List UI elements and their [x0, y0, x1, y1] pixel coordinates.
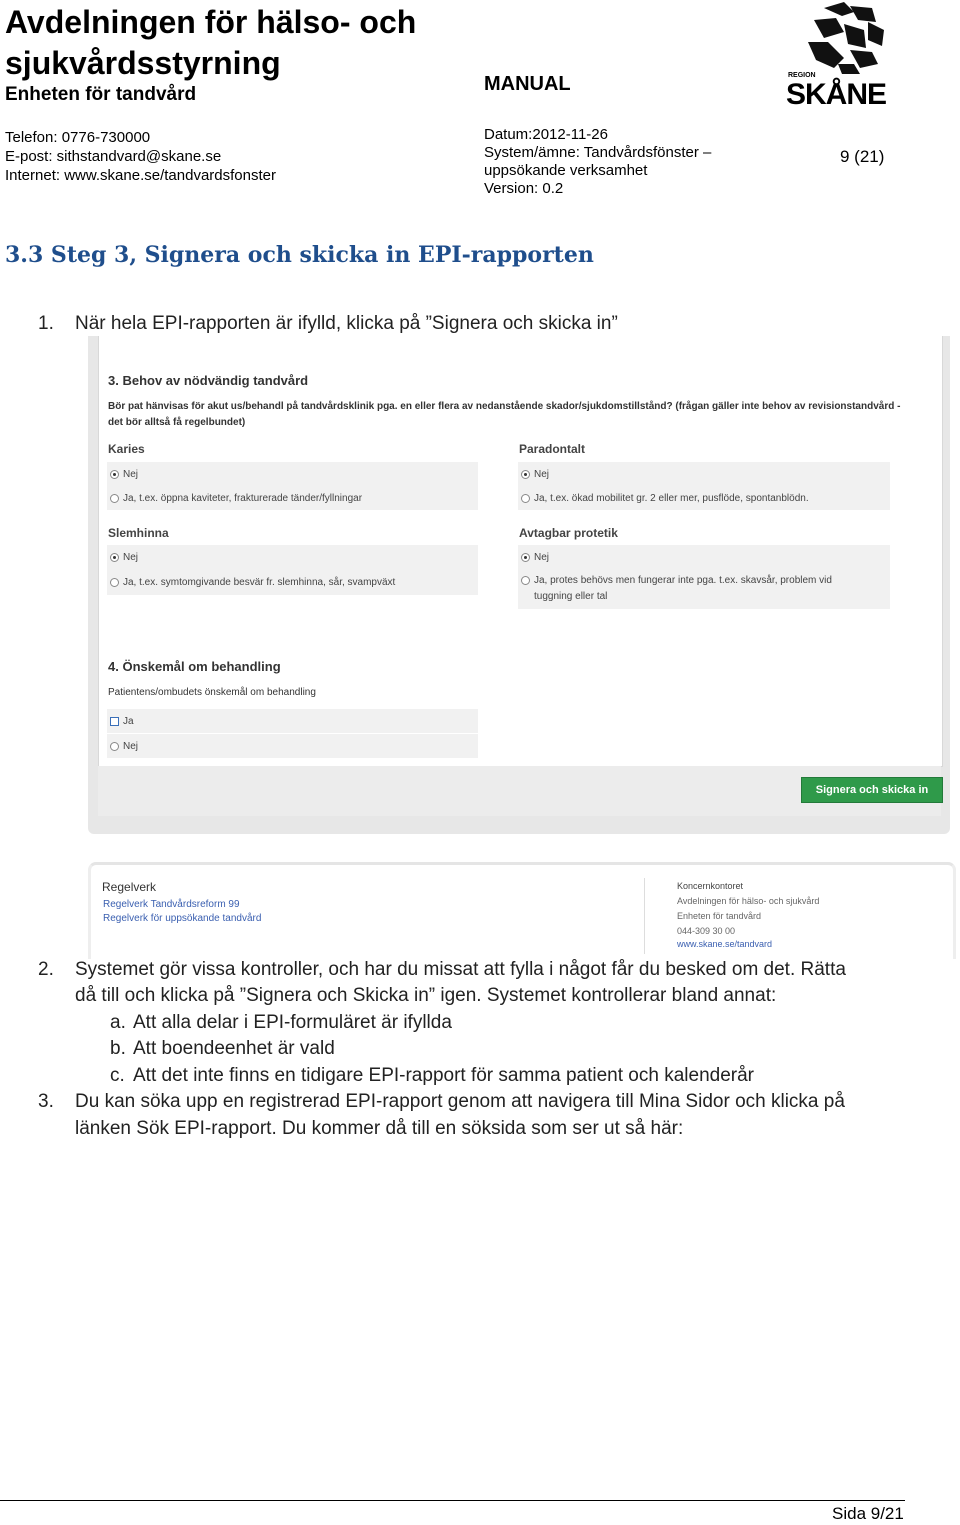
- footer-divider: [644, 878, 645, 954]
- radio-selected-icon[interactable]: [110, 470, 119, 479]
- karies-option-no[interactable]: [107, 462, 478, 486]
- group-protetik-title: Avtagbar protetik: [519, 526, 618, 540]
- logo-skane-text: SKÅNE: [786, 78, 887, 111]
- step2-item-b-marker: b.: [110, 1038, 126, 1059]
- option-label: Ja, t.ex. öppna kaviteter, frakturerade tänder/fyllningar: [123, 492, 363, 504]
- option-label: Ja, t.ex. symtomgivande besvär fr. slemhinna, sår, svampväxt: [123, 576, 396, 588]
- step2-item-a: Att alla delar i EPI-formuläret är ifyllda: [133, 1012, 452, 1033]
- org-name-line2: sjukvårdsstyrning: [5, 45, 281, 81]
- step3-line1: Du kan söka upp en registrerad EPI-rapport genom att navigera till Mina Sidor och klicka på: [75, 1091, 845, 1112]
- q3-question-line1: Bör pat hänvisas för akut us/behandl på tandvårdsklinik pga. en eller flera av nedanstående skador/sjukdomstillstånd? (frågan gäller inte behov av revisionstandvård -: [108, 401, 901, 412]
- footer-org-phone: 044-309 30 00: [677, 926, 736, 936]
- q4-option-no[interactable]: [107, 734, 478, 758]
- doc-system-line1: System/ämne: Tandvårdsfönster –: [484, 144, 712, 161]
- karies-option-yes[interactable]: [107, 486, 478, 510]
- radio-selected-icon[interactable]: [521, 553, 530, 562]
- q3-question-line2: det bör alltså få regelbundet): [108, 417, 246, 428]
- option-label: Ja: [123, 715, 134, 727]
- org-name-line1: Avdelningen för hälso- och: [5, 4, 417, 40]
- slemhinna-option-no[interactable]: [107, 545, 478, 569]
- email: E-post: sithstandvard@skane.se: [5, 148, 222, 165]
- q3-title: 3. Behov av nödvändig tandvård: [108, 373, 309, 388]
- paradontalt-option-yes[interactable]: [518, 486, 890, 510]
- protetik-option-yes[interactable]: [518, 569, 890, 609]
- radio-icon[interactable]: [521, 494, 530, 503]
- website: Internet: www.skane.se/tandvardsfonster: [5, 167, 276, 184]
- radio-selected-icon[interactable]: [110, 553, 119, 562]
- doc-system-line2: uppsökande verksamhet: [484, 162, 648, 179]
- radio-icon[interactable]: [521, 576, 530, 585]
- paradontalt-option-no[interactable]: [518, 462, 890, 486]
- q4-option-yes[interactable]: [107, 709, 478, 733]
- site-footer: [88, 862, 956, 959]
- step3-number: 3.: [38, 1091, 54, 1112]
- group-karies-title: Karies: [108, 442, 145, 456]
- contact-block: [5, 128, 276, 185]
- group-paradontalt-title: Paradontalt: [519, 442, 586, 456]
- step3-line2: länken Sök EPI-rapport. Du kommer då till en söksida som ser ut så här:: [75, 1118, 684, 1139]
- doc-date: Datum:2012-11-26: [484, 126, 608, 143]
- option-label: Nej: [534, 551, 550, 563]
- radio-icon[interactable]: [110, 578, 119, 587]
- footer-rule: [0, 1500, 905, 1501]
- radio-icon[interactable]: [110, 494, 119, 503]
- option-label: Nej: [123, 740, 139, 752]
- q4-subtitle: Patientens/ombudets önskemål om behandling: [108, 687, 316, 698]
- footer-page-number: Sida 9/21: [832, 1504, 904, 1523]
- footer-org-link[interactable]: www.skane.se/tandvard: [677, 939, 773, 949]
- footer-link-tandvardsreform[interactable]: Regelverk Tandvårdsreform 99: [103, 899, 240, 910]
- doc-type: MANUAL: [484, 73, 571, 95]
- step2-item-c: Att det inte finns en tidigare EPI-rapport för samma patient och kalenderår: [133, 1065, 754, 1086]
- step2-item-b: Att boendeenhet är vald: [133, 1038, 335, 1059]
- footer-org-line2: Enheten för tandvård: [677, 911, 762, 921]
- phone: Telefon: 0776-730000: [5, 129, 151, 146]
- step2-line2: då till och klicka på ”Signera och Skicka in” igen. Systemet kontrollerar bland annat:: [75, 985, 777, 1006]
- footer-org-title: Koncernkontoret: [677, 881, 744, 891]
- step2-item-a-marker: a.: [110, 1012, 126, 1033]
- radio-selected-icon[interactable]: [521, 470, 530, 479]
- protetik-option-no[interactable]: [518, 545, 890, 569]
- group-slemhinna-title: Slemhinna: [108, 526, 169, 540]
- header-page-number: 9 (21): [840, 147, 885, 166]
- sign-and-submit-button[interactable]: Signera och skicka in: [801, 777, 943, 803]
- footer-regelverk-title: Regelverk: [102, 880, 157, 894]
- option-label: [534, 573, 832, 605]
- checkbox-focused-icon[interactable]: [110, 717, 119, 726]
- section-heading: 3.3 Steg 3, Signera och skicka in EPI-rapporten: [5, 242, 594, 268]
- slemhinna-option-yes[interactable]: [107, 569, 478, 595]
- step1-text: När hela EPI-rapporten är ifylld, klicka på ”Signera och skicka in”: [75, 313, 618, 334]
- option-label-line1: Ja, protes behövs men fungerar inte pga. t.ex. skavsår, problem vid: [534, 575, 832, 586]
- step1-number: 1.: [38, 313, 54, 334]
- logo-region-text: REGION: [788, 72, 816, 79]
- unit-name: Enheten för tandvård: [5, 84, 197, 105]
- option-label: Nej: [534, 468, 550, 480]
- step2-number: 2.: [38, 959, 54, 980]
- q4-title: 4. Önskemål om behandling: [108, 659, 281, 674]
- step2-item-c-marker: c.: [110, 1065, 125, 1086]
- footer-org-line1: Avdelningen för hälso- och sjukvård: [677, 896, 820, 906]
- doc-meta: [484, 126, 711, 198]
- step2-line1: Systemet gör vissa kontroller, och har du missat att fylla i något får du besked om det. Rätta: [75, 959, 846, 980]
- option-label: Ja, t.ex. ökad mobilitet gr. 2 eller mer, pusflöde, spontanblödn.: [534, 492, 809, 504]
- option-label: Nej: [123, 551, 139, 563]
- option-label: Nej: [123, 468, 139, 480]
- doc-version: Version: 0.2: [484, 180, 564, 197]
- option-label-line2: tuggning eller tal: [534, 591, 608, 602]
- radio-icon[interactable]: [110, 742, 119, 751]
- footer-link-uppsokande[interactable]: Regelverk för uppsökande tandvård: [103, 913, 262, 924]
